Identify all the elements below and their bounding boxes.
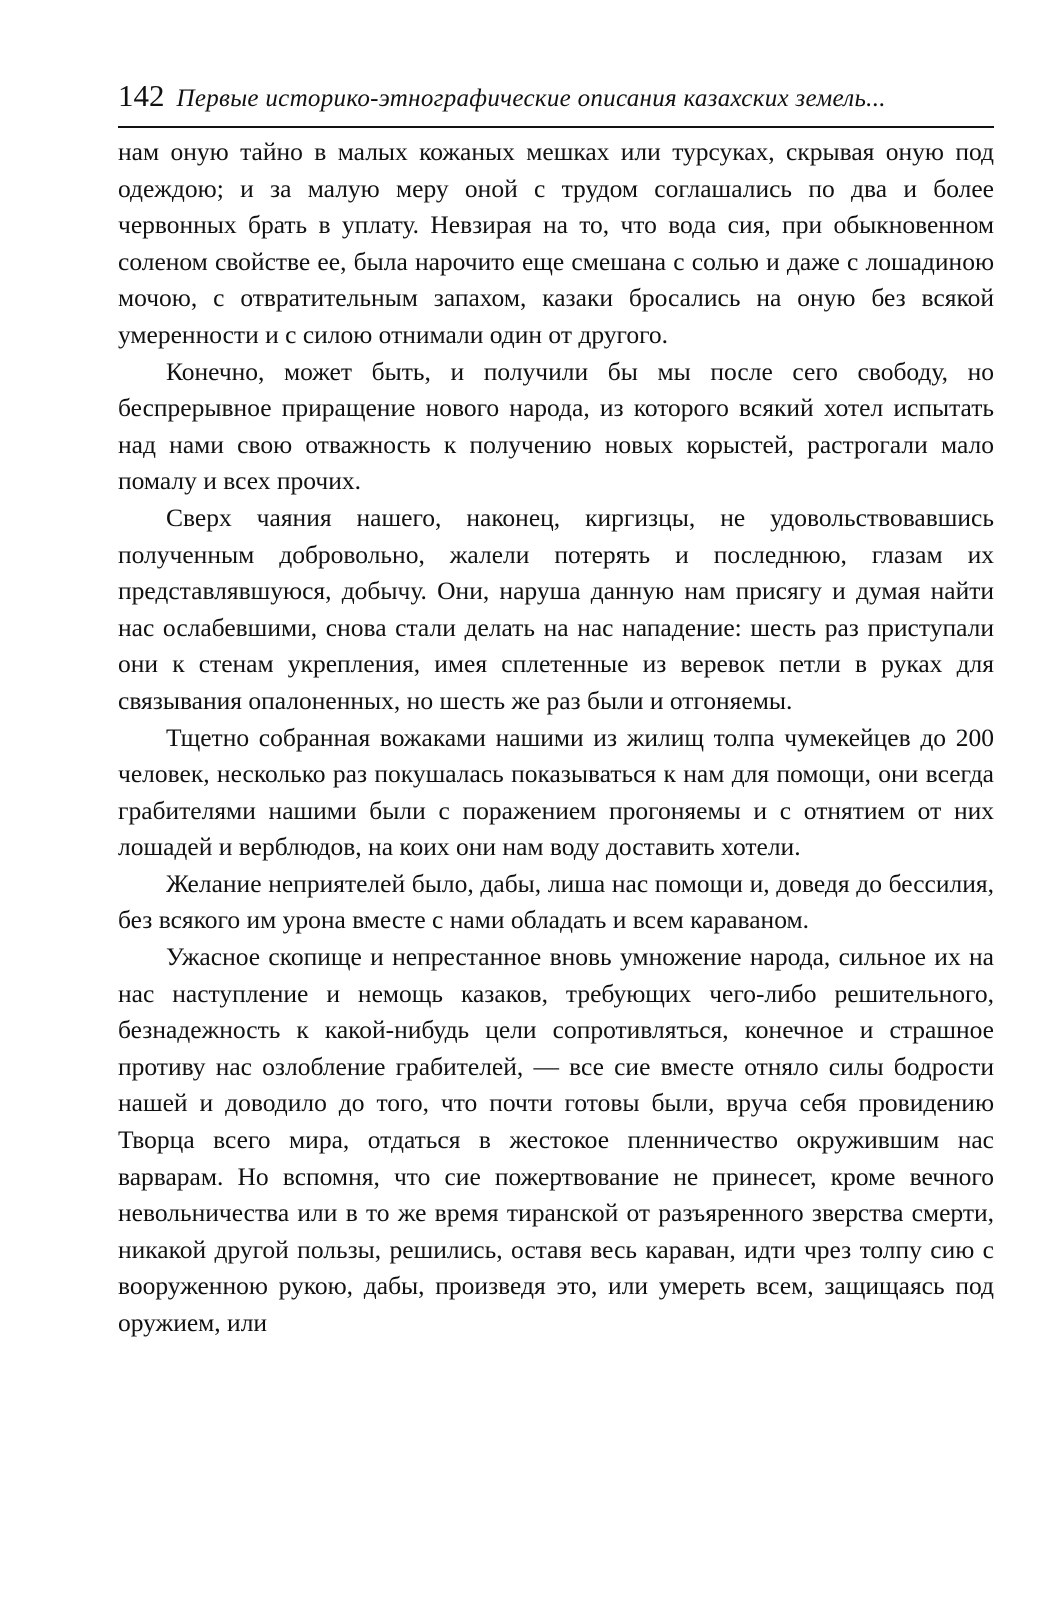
paragraph: Сверх чаяния нашего, наконец, киргизцы, не удовольствовавшись полученным добровольно, жалели потерять и последнюю, глазам их представлявшуюся, добычу. Они, наруша данную нам присягу и думая найти нас ослабевшими, снова стали делать на нас нападение: шесть раз приступали они к стенам укрепления, имея сплетенные из веревок петли в руках для связывания опалоненных, но шесть же раз были и отгоняемы. — [118, 502, 994, 715]
paragraph: Желание неприятелей было, дабы, лиша нас помощи и, доведя до бессилия, без всякого им урона вместе с нами обладать и всем караваном. — [118, 868, 994, 935]
running-head — [118, 78, 994, 128]
page-number: 142 — [118, 78, 165, 113]
paragraph: Конечно, может быть, и получили бы мы после сего свободу, но беспрерывное приращение нового народа, из которого всякий хотел испытать над нами свою отважность к получению новых корыстей, растрогали мало помалу и всех прочих. — [118, 356, 994, 496]
paragraph-continued: нам оную тайно в малых кожаных мешках или турсуках, скрывая оную под одеждою; и за малую меру оной с трудом соглашались по два и более червонных брать в уплату. Невзирая на то, что вода сия, при обыкновенном соленом свойстве ее, была нарочито еще смешана с солью и даже с лошадиною мочою, с отвратительным запахом, казаки бросались на оную без всякой умеренности и с силою отнимали один от другого. — [118, 137, 994, 349]
book-page — [118, 78, 994, 1342]
body-text — [118, 134, 994, 1342]
paragraph: Тщетно собранная вожаками нашими из жилищ толпа чумекейцев до 200 человек, несколько раз покушалась показываться к нам для помощи, они всегда грабителями нашими были с поражением прогоняемы и с отнятием от них лошадей и верблюдов, на коих они нам воду доставить хотели. — [118, 722, 994, 862]
paragraph: Ужасное скопище и непрестанное вновь умножение народа, сильное их на нас наступление и немощь казаков, требующих чего-либо решительного, безнадежность к какой-нибудь цели сопротивляться, конечное и страшное противу нас озлобление грабителей, — все сие вместе отняло силы бодрости нашей и доводило до того, что почти готовы были, вруча себя провидению Творца всего мира, отдаться в жестокое пленничество окружившим нас варварам. Но вспомня, что сие пожертвование не принесет, кроме вечного невольничества или в то же время тиранской от разъяренного зверства смерти, никакой другой пользы, решились, оставя весь караван, идти чрез толпу сию с вооруженною рукою, дабы, произведя это, или умереть всем, защищаясь под оружием, или — [118, 942, 994, 1337]
running-title: Первые историко-этнографические описания казахских земель... — [176, 85, 886, 112]
